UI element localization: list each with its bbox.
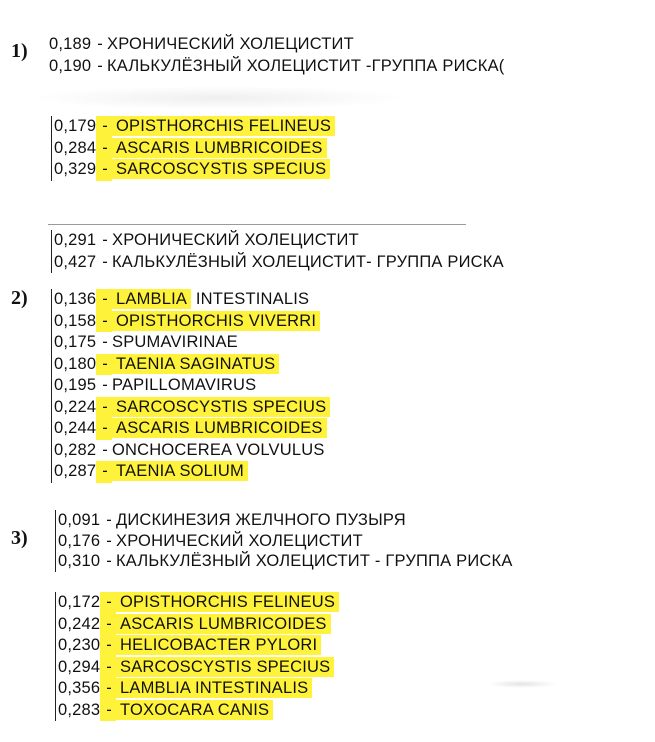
diagnosis: ХРОНИЧЕСКИЙ ХОЛЕЦИСТИТ (112, 231, 359, 249)
organism: ASCARIS LUMBRICOIDES (112, 418, 327, 438)
value: 0,291 (54, 231, 97, 249)
section-2-organism-row-2 (54, 311, 330, 333)
dash: - (96, 461, 112, 483)
dash: - (96, 354, 112, 376)
organism: SARCOSCYSTIS SPECIUS (112, 397, 330, 417)
value: 0,242 (58, 614, 101, 633)
organism: SARCOSCYSTIS SPECIUS (116, 657, 334, 677)
dash: - (100, 700, 116, 722)
value: 0,230 (58, 636, 101, 654)
value: 0,329 (54, 160, 97, 178)
dash: - (102, 231, 108, 249)
section-3-label: 3) (11, 527, 28, 549)
dash: - (96, 311, 112, 333)
section-1-label: 1) (11, 40, 28, 62)
organism: LAMBLIA (112, 289, 191, 309)
value: 0,175 (54, 333, 97, 351)
section-3-parasite-row-6 (58, 700, 339, 722)
value: 0,195 (54, 376, 97, 394)
dash: - (96, 138, 112, 160)
value: 0,180 (54, 354, 97, 373)
section-2-organism-row-5 (54, 375, 330, 397)
value: 0,283 (58, 700, 101, 719)
dash: - (100, 657, 116, 679)
section-2-organism-list (51, 289, 330, 483)
section-3-parasite-row-1 (58, 592, 339, 614)
section-3-parasite-row-3 (58, 635, 339, 657)
organism: SARCOSCYSTIS SPECIUS (112, 159, 330, 179)
section-2-organism-row-8 (54, 440, 330, 462)
diagnosis: КАЛЬКУЛЁЗНЫЙ ХОЛЕЦИСТИТ -ГРУППА РИСКА( (107, 56, 505, 75)
dash: - (96, 159, 112, 181)
organism: TAENIA SOLIUM (112, 461, 248, 481)
section-2-organism-row-3 (54, 332, 330, 354)
section-2-header-row-2 (54, 252, 504, 274)
dash: - (96, 397, 112, 419)
scan-artifact (487, 680, 557, 688)
organism: HELICOBACTER PYLORI (116, 635, 321, 655)
dash: - (100, 635, 116, 657)
value: 0,427 (54, 252, 97, 271)
dash: - (102, 440, 108, 459)
dash: - (102, 376, 108, 394)
organism: OPISTHORCHIS FELINEUS (112, 116, 335, 136)
value: 0,091 (58, 511, 101, 529)
value: 0,136 (54, 290, 97, 308)
section-3-header-list (55, 510, 513, 572)
section-3-header-row-2 (58, 531, 513, 552)
section-1-header-list (49, 34, 504, 77)
value: 0,294 (58, 657, 101, 676)
value: 0,282 (54, 440, 97, 459)
value: 0,284 (54, 138, 97, 157)
dash: - (106, 531, 112, 550)
organism: TAENIA SAGINATUS (112, 354, 279, 374)
section-divider (48, 224, 466, 225)
organism: LAMBLIA INTESTINALIS (116, 678, 312, 698)
dash: - (96, 418, 112, 440)
section-3-parasite-list (55, 592, 339, 721)
organism: OPISTHORCHIS VIVERRI (112, 311, 320, 331)
section-2-organism-row-1 (54, 289, 330, 311)
value: 0,189 (49, 35, 92, 53)
section-3-header-row-3 (58, 551, 513, 572)
diagnosis: ХРОНИЧЕСКИЙ ХОЛЕЦИСТИТ (116, 531, 363, 550)
value: 0,244 (54, 419, 97, 437)
value: 0,287 (54, 462, 97, 480)
value: 0,176 (58, 531, 101, 550)
section-1-parasite-row-2 (54, 138, 335, 160)
section-3-parasite-row-5 (58, 678, 339, 700)
dash: - (106, 552, 112, 570)
organism: OPISTHORCHIS FELINEUS (116, 592, 339, 612)
organism: PAPILLOMAVIRUS (112, 376, 257, 394)
section-1-parasite-row-1 (54, 116, 335, 138)
diagnosis: КАЛЬКУЛЁЗНЫЙ ХОЛЕЦИСТИТ- ГРУППА РИСКА (112, 252, 504, 271)
scan-smudge (28, 86, 408, 110)
value: 0,356 (58, 679, 101, 697)
value: 0,310 (58, 552, 101, 570)
organism: ASCARIS LUMBRICOIDES (116, 614, 331, 634)
section-3-parasite-row-2 (58, 614, 339, 636)
section-2-organism-row-9 (54, 461, 330, 483)
section-2-header-row-1 (54, 230, 504, 252)
value: 0,158 (54, 311, 97, 330)
section-2-label: 2) (11, 287, 28, 309)
organism: TOXOCARA CANIS (116, 700, 273, 720)
dash: - (96, 116, 112, 138)
diagnosis: КАЛЬКУЛЁЗНЫЙ ХОЛЕЦИСТИТ - ГРУППА РИСКА (116, 552, 513, 570)
dash: - (100, 592, 116, 614)
dash: - (102, 252, 108, 271)
dash: - (100, 614, 116, 636)
organism: SPUMAVIRINAE (112, 333, 238, 351)
organism: ONCHOCEREA VOLVULUS (112, 440, 325, 459)
section-1-parasite-row-3 (54, 159, 335, 181)
section-2-organism-row-6 (54, 397, 330, 419)
dash: - (96, 289, 112, 311)
dash: - (97, 35, 103, 53)
dash: - (100, 678, 116, 700)
section-2-organism-row-7 (54, 418, 330, 440)
section-1-header-row-1 (49, 34, 504, 56)
section-3-header-row-1 (58, 510, 513, 531)
value: 0,179 (54, 117, 97, 135)
section-2-header-list (51, 230, 504, 273)
value: 0,224 (54, 397, 97, 416)
section-1-header-row-2 (49, 56, 504, 78)
section-1-parasite-list (51, 116, 335, 181)
section-3-parasite-row-4 (58, 657, 339, 679)
value: 0,172 (58, 593, 101, 611)
dash: - (97, 56, 103, 75)
dash: - (106, 511, 112, 529)
dash: - (102, 333, 108, 351)
diagnosis: ДИСКИНЕЗИЯ ЖЕЛЧНОГО ПУЗЫРЯ (116, 511, 406, 529)
organism-rest: INTESTINALIS (191, 290, 310, 308)
section-2-organism-row-4 (54, 354, 330, 376)
diagnosis: ХРОНИЧЕСКИЙ ХОЛЕЦИСТИТ (107, 35, 354, 53)
organism: ASCARIS LUMBRICOIDES (112, 138, 327, 158)
value: 0,190 (49, 56, 92, 75)
